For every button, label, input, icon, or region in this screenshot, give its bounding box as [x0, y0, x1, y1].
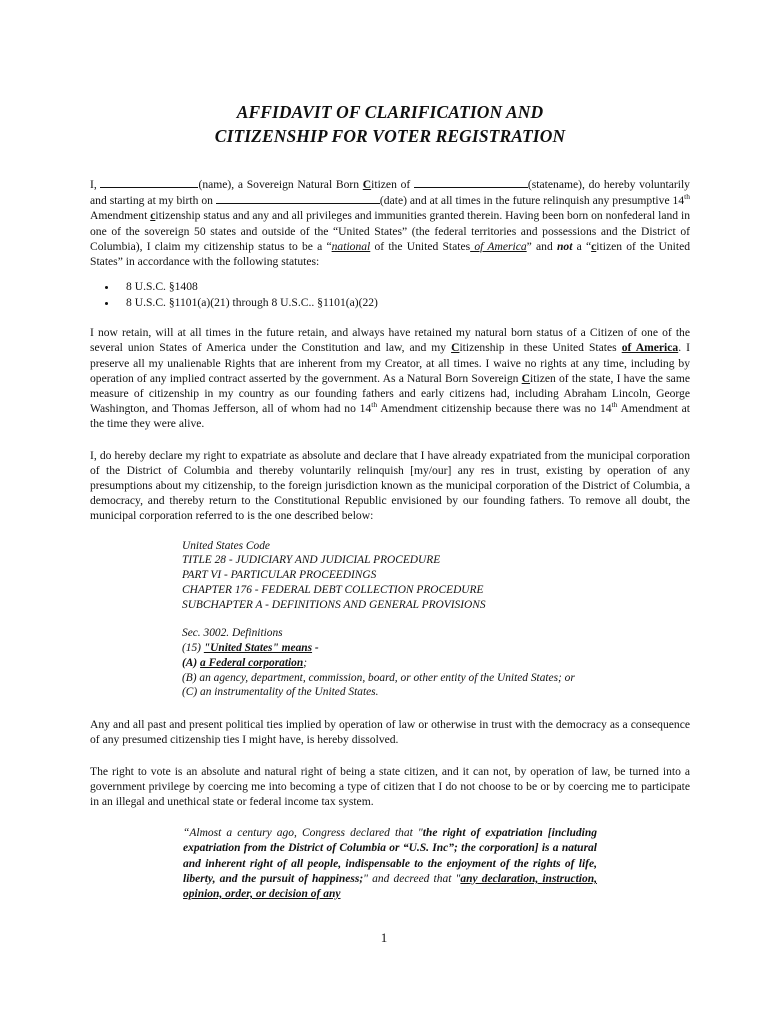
code-line [182, 656, 690, 671]
title-line-1: AFFIDAVIT OF CLARIFICATION AND [236, 102, 544, 122]
superscript: th [684, 192, 690, 202]
emphasis-letter: C [451, 341, 460, 355]
dissolve-paragraph: Any and all past and present political ties implied by operation of law or otherwise in trust with the democracy as a consequence of any presumed citizenship ties I might have, is hereby dissolved. [90, 718, 690, 747]
intro-text: itizen of [371, 178, 414, 191]
emphasis-national: national [331, 239, 371, 253]
code-emphasis: a Federal corporation [200, 656, 304, 669]
intro-text: itizen of the United States” in accordance with the following statutes: [90, 239, 691, 269]
intro-paragraph [90, 176, 690, 269]
para-text: Amendment citizenship because there was no 14 [377, 402, 612, 416]
intro-text: (date) and at all times in the future relinquish any presumptive 14 [379, 194, 685, 208]
code-line: (B) an agency, department, commission, board, or other entity of the United States; or [182, 671, 575, 684]
statename-blank[interactable] [414, 176, 528, 188]
title-line-2: CITIZENSHIP FOR VOTER REGISTRATION [214, 126, 566, 146]
para-text: itizenship in these United States [459, 341, 622, 355]
code-line: SUBCHAPTER A - DEFINITIONS AND GENERAL PROVISIONS [182, 598, 486, 611]
para-text: I now retain, will at all times in the future retain, and always have retained my natural born status of a Citizen of one of the several union States of America under the Constitution and law, and my [90, 326, 690, 355]
date-blank[interactable] [216, 192, 380, 204]
intro-text: Amendment [90, 209, 151, 223]
spacer [182, 613, 690, 627]
expatriate-paragraph: I, do hereby declare my right to expatriate as absolute and declare that I have already expatriated from the municipal corporation of the District of Columbia and thereby voluntarily relinquish [my/our] any res in trust, existing by operation of any presumptions about my citizenship, to the foreign jurisdiction known as the municipal corporation of the District of Columbia, a democracy, and thereby return to the Constitutional Republic envisioned by our founding fathers. To remove all doubt, the municipal corporation referred to is the one described below: [90, 448, 690, 523]
para-text: . I preserve all my unalienable Rights that are inherent from my Creator, at all times. I waive no rights at any time, including by operation of any implied contract asserted by the government. As a Natural Born Sovereign [90, 341, 690, 385]
code-line: United States Code [182, 539, 270, 552]
page-number: 1 [380, 930, 388, 945]
emphasis-letter: C [521, 371, 531, 385]
code-line: TITLE 28 - JUDICIARY AND JUDICIAL PROCEDURE [182, 554, 441, 567]
code-text: ; [303, 656, 307, 669]
name-blank[interactable] [100, 176, 198, 188]
para-text: itizen of the state, I have the same measure of citizenship in my country as our founding fathers and early citizens had, including Abraham Lincoln, George Washington, and Thomas Jefferson, all of whom had no 14 [90, 371, 690, 416]
statute-list [90, 279, 690, 310]
intro-text: a “ [572, 239, 592, 253]
emphasis-letter: c [591, 239, 597, 253]
code-text: - [312, 641, 319, 654]
code-line [182, 641, 690, 656]
intro-text: (statename), do hereby voluntarily and starting at my birth on [90, 178, 690, 208]
intro-text: of the United States [370, 239, 471, 253]
quote-text: " and decreed that " [363, 872, 461, 885]
intro-text: (name), a Sovereign Natural Born [198, 178, 363, 191]
intro-text: ” and [526, 239, 557, 253]
emphasis-not: not [556, 239, 573, 253]
vote-paragraph: The right to vote is an absolute and natural right of being a state citizen, and it can not, by operation of law, be turned into a government privilege by coercing me into becoming a type of citizen that I do not choose to be or by coercing me to participate in an illegal and unethical state or federal income tax system. [90, 764, 690, 808]
code-text: (15) [182, 641, 204, 654]
quote-block [183, 826, 597, 902]
document-page [90, 100, 690, 902]
statute-item: • 8 U.S.C. §1101(a)(21) through 8 U.S.C.. §1101(a)(22) [118, 295, 690, 311]
emphasis-letter: c [150, 209, 156, 223]
code-excerpt [182, 539, 690, 700]
superscript: th [611, 400, 618, 410]
code-line: CHAPTER 176 - FEDERAL DEBT COLLECTION PROCEDURE [182, 584, 484, 597]
quote-emphasis: any declaration, instruction, opinion, order, or decision of any [183, 872, 598, 900]
code-text: (A) [182, 656, 201, 669]
quote-emphasis: the right of expatriation [including expatriation from the District of Columbia or “U.S. Inc”; the corporation] is a natural and inherent right of all people, indispensable to the enjoyment of the rights of life, liberty, and the pursuit of happiness; [183, 827, 598, 885]
emphasis-of-america: of America [470, 239, 527, 253]
emphasis-of-america: of America [621, 341, 679, 355]
intro-text: itizenship status and any and all privileges and immunities granted therein. Having been born on nonfederal land in one of the sovereign 50 states and outside of the “United States” (the federal territories and possessions and the District of Columbia), I claim my citizenship status to be a “ [90, 209, 690, 253]
retain-paragraph [90, 325, 690, 431]
statute-item: • 8 U.S.C. §1408 [118, 279, 690, 295]
quote-text: “Almost a century ago, Congress declared that " [183, 827, 423, 840]
document-title [90, 100, 690, 148]
emphasis-letter: C [362, 178, 372, 191]
code-line: PART VI - PARTICULAR PROCEEDINGS [182, 569, 377, 582]
intro-text: I, [90, 178, 101, 191]
superscript: th [371, 400, 378, 410]
code-line: Sec. 3002. Definitions [182, 627, 283, 640]
code-emphasis: "United States" means [203, 641, 313, 654]
code-line: (C) an instrumentality of the United States. [182, 686, 379, 699]
para-text: Amendment at the time they were alive. [90, 402, 690, 431]
